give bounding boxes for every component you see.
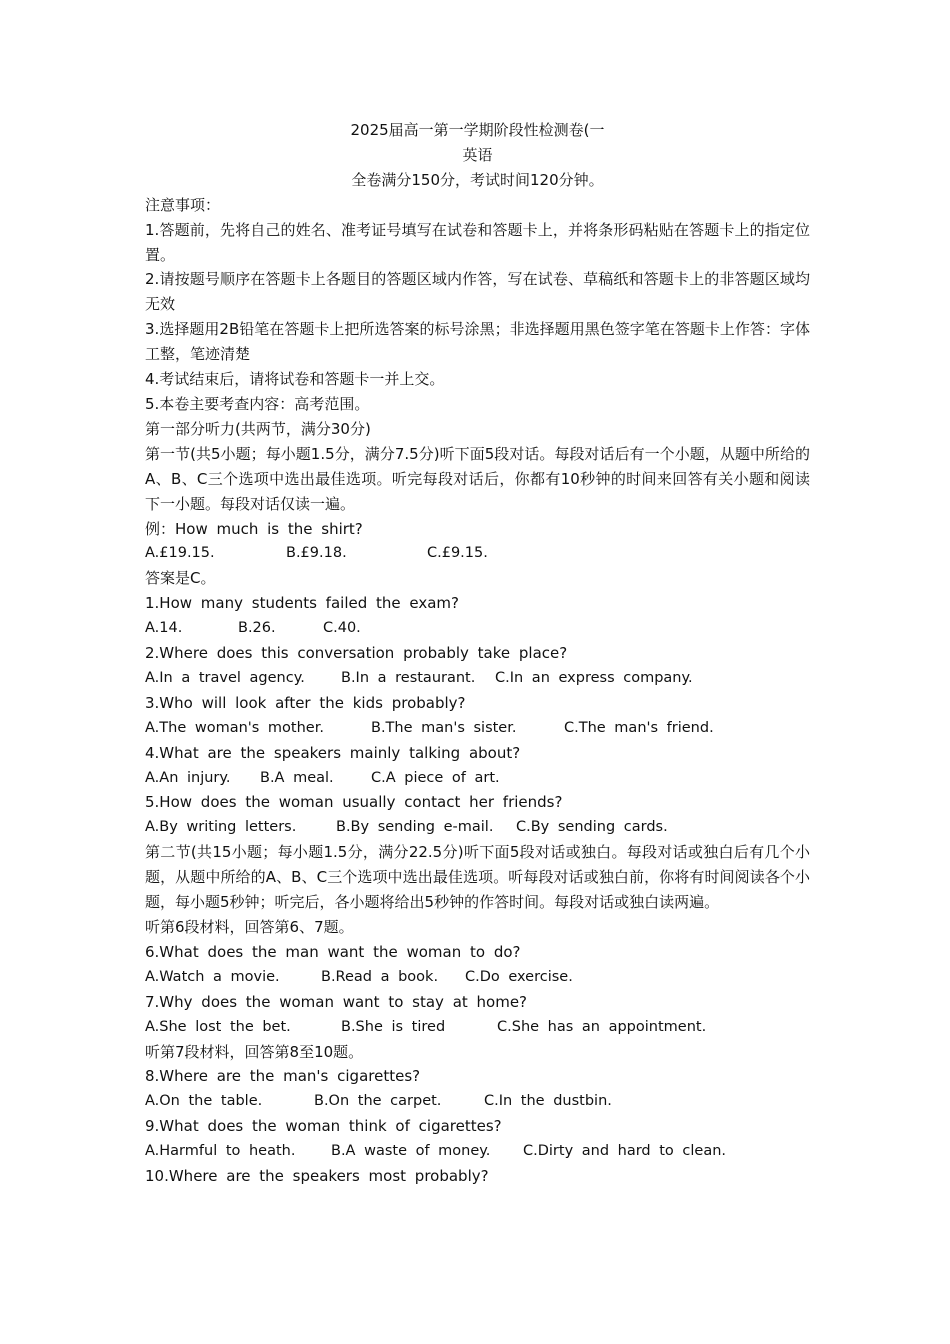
exam-info: 全卷满分150分，考试时间120分钟。 <box>351 170 604 189</box>
subject-title: 英语 <box>462 145 493 164</box>
q4-option-a: A.An injury. <box>145 769 231 786</box>
q2-option-c: C.In an express company. <box>495 669 693 686</box>
q9-option-a: A.Harmful to heath. <box>145 1143 296 1160</box>
question-9: 9.What does the woman think of cigarettes? <box>145 1117 502 1136</box>
q3-option-a: A.The woman's mother. <box>145 719 324 736</box>
note-item-1: 1.答题前，先将自己的姓名、准考证号填写在试卷和答题卡上，并将条形码粘贴在答题卡上的指定位置。 <box>145 220 810 264</box>
note-item-2: 2.请按题号顺序在答题卡上各题目的答题区域内作答，写在试卷、草稿纸和答题卡上的非答题区域均无效 <box>145 270 810 314</box>
question-4-options <box>145 766 810 791</box>
example-question: 例：How much is the shirt? <box>145 519 363 538</box>
q8-option-a: A.On the table. <box>145 1093 263 1110</box>
page-content <box>145 118 810 1189</box>
exam-title: 2025届高一第一学期阶段性检测卷(一 <box>350 121 605 139</box>
q1-option-c: C.40. <box>323 620 361 637</box>
question-3-options <box>145 716 810 741</box>
q6-option-a: A.Watch a movie. <box>145 968 280 985</box>
section1-intro: 第一节(共5小题；每小题1.5分，满分7.5分)听下面5段对话。每段对话后有一个小题，从题中所给的A、B、C三个选项中选出最佳选项。听完每段对话后，你都有10秒钟的时间来回答有关小题和阅读下一小题。每段对话仅读一遍。 <box>145 444 810 513</box>
question-3: 3.Who will look after the kids probably? <box>145 693 466 712</box>
note-item-3: 3.选择题用2B铅笔在答题卡上把所选答案的标号涂黑；非选择题用黑色签字笔在答题卡上作答：字体工整，笔迹清楚 <box>145 320 810 364</box>
example-option-b: B.£9.18. <box>286 545 347 562</box>
material-7-instruction: 听第7段材料，回答第8至10题。 <box>145 1042 364 1061</box>
section2-intro: 第二节(共15小题；每小题1.5分，满分22.5分)听下面5段对话或独白。每段对话或独白后有几个小题，从题中所给的A、B、C三个选项中选出最佳选项。听每段对话或独白前，你将有时间阅读各个小题，每小题5秒钟；听完后，各小题将给出5秒钟的作答时间。每段对话或独白读两遍。 <box>145 843 810 912</box>
question-2-options <box>145 666 810 691</box>
note-item-4: 4.考试结束后，请将试卷和答题卡一并上交。 <box>145 370 445 389</box>
question-1-options <box>145 616 810 641</box>
q3-option-b: B.The man's sister. <box>371 719 517 736</box>
example-answer: 答案是C。 <box>145 569 216 588</box>
q4-option-c: C.A piece of art. <box>371 769 500 786</box>
question-7-options <box>145 1015 810 1040</box>
q8-option-c: C.In the dustbin. <box>484 1093 612 1110</box>
question-10: 10.Where are the speakers most probably? <box>145 1167 489 1186</box>
example-options <box>145 541 810 566</box>
question-8-options <box>145 1089 810 1114</box>
material-6-instruction: 听第6段材料，回答第6、7题。 <box>145 918 354 936</box>
question-5-options <box>145 815 810 840</box>
example-option-a: A.£19.15. <box>145 545 215 562</box>
q5-option-c: C.By sending cards. <box>516 819 668 836</box>
q3-option-c: C.The man's friend. <box>564 719 714 736</box>
q5-option-b: B.By sending e-mail. <box>336 819 494 836</box>
q7-option-b: B.She is tired <box>341 1018 446 1035</box>
q2-option-b: B.In a restaurant. <box>341 669 476 686</box>
question-9-options <box>145 1139 810 1164</box>
part1-heading: 第一部分听力(共两节，满分30分) <box>145 419 371 438</box>
q4-option-b: B.A meal. <box>260 769 334 786</box>
question-1: 1.How many students failed the exam? <box>145 594 460 613</box>
question-8: 8.Where are the man's cigarettes? <box>145 1067 421 1086</box>
notes-heading: 注意事项： <box>145 195 221 214</box>
question-7: 7.Why does the woman want to stay at home? <box>145 992 528 1011</box>
q9-option-b: B.A waste of money. <box>331 1143 491 1160</box>
q7-option-c: C.She has an appointment. <box>497 1018 707 1035</box>
q2-option-a: A.In a travel agency. <box>145 669 305 686</box>
example-option-c: C.£9.15. <box>427 545 488 562</box>
question-5: 5.How does the woman usually contact her friends? <box>145 793 563 812</box>
q7-option-a: A.She lost the bet. <box>145 1018 291 1035</box>
q5-option-a: A.By writing letters. <box>145 819 297 836</box>
question-2: 2.Where does this conversation probably take place? <box>145 644 568 663</box>
q1-option-a: A.14. <box>145 620 183 637</box>
question-6-options <box>145 965 810 990</box>
note-item-5: 5.本卷主要考查内容：高考范围。 <box>145 394 370 413</box>
q8-option-b: B.On the carpet. <box>314 1093 442 1110</box>
question-6: 6.What does the man want the woman to do? <box>145 942 521 961</box>
question-4: 4.What are the speakers mainly talking about? <box>145 743 521 762</box>
q1-option-b: B.26. <box>238 620 276 637</box>
q6-option-c: C.Do exercise. <box>465 968 573 985</box>
q9-option-c: C.Dirty and hard to clean. <box>523 1143 727 1160</box>
q6-option-b: B.Read a book. <box>321 968 439 985</box>
